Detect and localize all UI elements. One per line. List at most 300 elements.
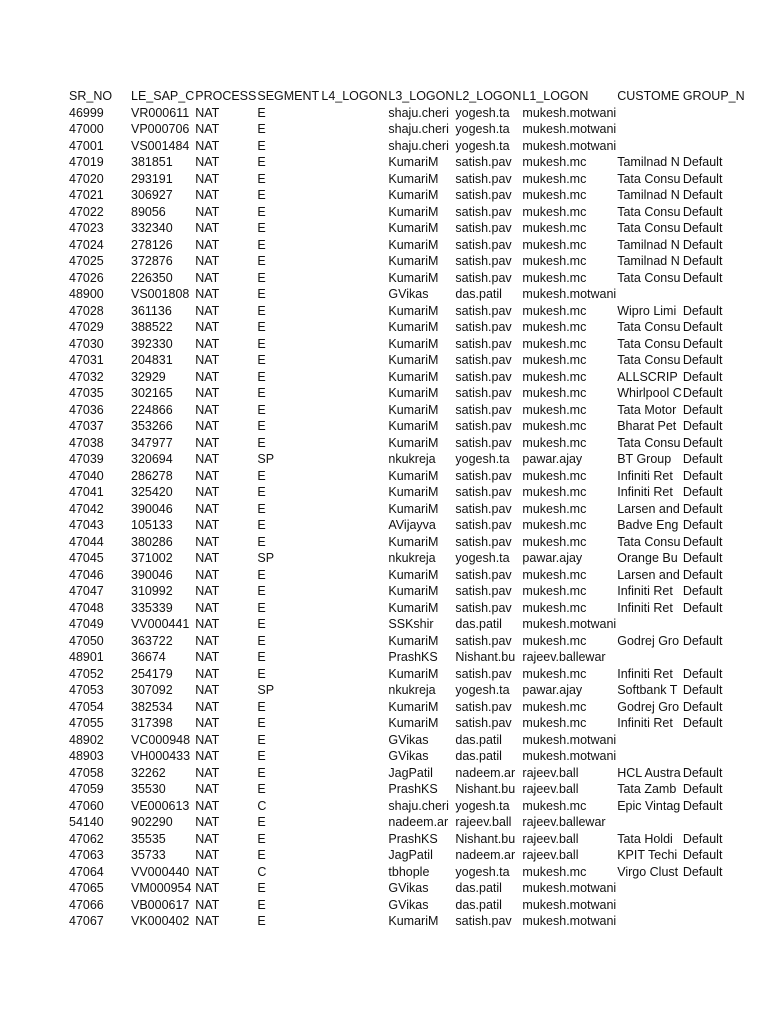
cell-customer: [616, 732, 682, 749]
cell-l1-logon: mukesh.motwani: [522, 881, 617, 895]
cell-l4-logon: [320, 798, 387, 815]
cell-sr-no: 47053: [69, 683, 104, 697]
table-row: [68, 451, 747, 468]
table-row: [68, 534, 747, 551]
cell-l1-logon: mukesh.motwani: [522, 105, 617, 120]
cell-l2-logon: satish.pav: [455, 699, 512, 714]
cell-l3-logon: KumariM: [388, 435, 439, 450]
cell-sr-no: 47064: [69, 864, 104, 879]
cell-l1-logon: mukesh.motwani: [522, 897, 617, 912]
cell-segment: E: [257, 254, 266, 268]
cell-l2-logon: satish.pav: [455, 320, 512, 334]
table-row: [68, 567, 747, 584]
cell-group-name: Default: [682, 485, 723, 499]
cell-customer: Whirlpool C: [617, 386, 682, 400]
header-l2-logon: L2_LOGON: [455, 89, 522, 103]
cell-sr-no: 48900: [69, 287, 104, 301]
header-sr-no: SR_NO: [69, 89, 113, 103]
cell-process: NAT: [195, 336, 220, 351]
cell-l1-logon: rajeev.ball: [522, 782, 579, 796]
cell-segment: E: [257, 584, 266, 598]
cell-sr-no: 47039: [69, 452, 104, 466]
cell-l2-logon: satish.pav: [455, 336, 512, 351]
cell-l4-logon: [320, 550, 387, 567]
cell-sr-no: 47036: [69, 402, 104, 417]
cell-customer: Virgo Clust: [617, 864, 679, 879]
cell-process: NAT: [195, 881, 220, 895]
cell-l2-logon: satish.pav: [455, 419, 512, 433]
cell-customer: [616, 748, 682, 765]
cell-le-sap-code: 380286: [131, 534, 173, 549]
cell-sr-no: 48902: [69, 732, 104, 747]
table-row: [68, 138, 747, 155]
cell-l2-logon: satish.pav: [455, 237, 512, 252]
table-row: [68, 418, 747, 435]
cell-segment: E: [257, 204, 266, 219]
table-row: [68, 781, 747, 798]
cell-le-sap-code: 307092: [131, 683, 173, 697]
cell-process: NAT: [195, 270, 220, 285]
cell-sr-no: 47047: [69, 584, 104, 598]
cell-group-name: Default: [682, 402, 723, 417]
cell-l1-logon: mukesh.motwani: [522, 287, 617, 301]
cell-le-sap-code: 335339: [131, 600, 173, 615]
cell-l3-logon: GVikas: [388, 287, 429, 301]
cell-l3-logon: KumariM: [388, 386, 439, 400]
table-row: [68, 286, 747, 303]
cell-le-sap-code: 390046: [131, 567, 173, 582]
cell-l2-logon: satish.pav: [455, 188, 512, 202]
table-row: [68, 253, 747, 270]
table-row: [68, 336, 747, 353]
cell-segment: E: [257, 848, 266, 862]
cell-le-sap-code: 381851: [131, 155, 173, 169]
cell-sr-no: 47000: [69, 122, 104, 136]
cell-l3-logon: KumariM: [388, 914, 439, 928]
cell-process: NAT: [195, 419, 220, 433]
cell-segment: SP: [257, 452, 275, 466]
cell-sr-no: 47050: [69, 633, 104, 648]
cell-group-name: Default: [682, 501, 723, 516]
cell-segment: E: [257, 534, 266, 549]
table-row: [68, 897, 747, 914]
table-row: [68, 583, 747, 600]
cell-l2-logon: satish.pav: [455, 534, 512, 549]
cell-l3-logon: KumariM: [388, 485, 439, 499]
cell-customer: Tata Zamb: [617, 782, 677, 796]
cell-segment: SP: [257, 683, 275, 697]
cell-l1-logon: mukesh.mc: [522, 501, 587, 516]
cell-le-sap-code: 317398: [131, 716, 173, 730]
cell-l3-logon: KumariM: [388, 303, 439, 318]
cell-process: NAT: [195, 567, 220, 582]
cell-l1-logon: mukesh.mc: [522, 336, 587, 351]
cell-customer: Tata Consu: [617, 336, 681, 351]
cell-l2-logon: rajeev.ball: [455, 815, 512, 829]
cell-sr-no: 47054: [69, 699, 104, 714]
cell-group-name: Default: [682, 452, 723, 466]
cell-l4-logon: [320, 880, 387, 897]
cell-l2-logon: satish.pav: [455, 155, 512, 169]
cell-l1-logon: rajeev.ballewar: [522, 650, 606, 664]
cell-l1-logon: mukesh.mc: [522, 270, 587, 285]
cell-l1-logon: mukesh.mc: [522, 254, 587, 268]
cell-segment: E: [257, 749, 266, 763]
cell-l1-logon: mukesh.mc: [522, 386, 587, 400]
cell-le-sap-code: 105133: [131, 518, 173, 532]
cell-l4-logon: [320, 121, 387, 138]
cell-l4-logon: [320, 319, 387, 336]
cell-process: NAT: [195, 402, 220, 417]
cell-l4-logon: [320, 897, 387, 914]
cell-segment: E: [257, 435, 266, 450]
cell-group-name: [682, 105, 747, 122]
cell-group-name: Default: [682, 600, 723, 615]
cell-customer: Bharat Pet: [617, 419, 677, 433]
cell-le-sap-code: 226350: [131, 270, 173, 285]
cell-l2-logon: yogesh.ta: [455, 551, 510, 565]
table-row: [68, 352, 747, 369]
cell-sr-no: 47029: [69, 320, 104, 334]
cell-customer: Infiniti Ret: [617, 584, 673, 598]
cell-process: NAT: [195, 485, 220, 499]
cell-le-sap-code: 35535: [131, 831, 166, 846]
cell-process: NAT: [195, 716, 220, 730]
table-row: [68, 517, 747, 534]
cell-l4-logon: [320, 220, 387, 237]
cell-sr-no: 47045: [69, 551, 104, 565]
cell-customer: KPIT Techi: [617, 848, 678, 862]
table-row: [68, 468, 747, 485]
cell-l3-logon: nkukreja: [388, 683, 436, 697]
cell-sr-no: 47025: [69, 254, 104, 268]
cell-l1-logon: rajeev.ball: [522, 765, 579, 780]
cell-le-sap-code: 332340: [131, 221, 173, 235]
cell-l1-logon: mukesh.mc: [522, 534, 587, 549]
table-row: [68, 765, 747, 782]
cell-process: NAT: [195, 584, 220, 598]
table-row: [68, 831, 747, 848]
cell-group-name: Default: [682, 320, 723, 334]
cell-le-sap-code: 353266: [131, 419, 173, 433]
cell-customer: Tamilnad N: [617, 254, 680, 268]
cell-l3-logon: GVikas: [388, 732, 429, 747]
cell-process: NAT: [195, 204, 220, 219]
header-l1-logon: L1_LOGON: [522, 89, 589, 103]
cell-process: NAT: [195, 749, 220, 763]
cell-sr-no: 47065: [69, 881, 104, 895]
cell-group-name: Default: [682, 188, 723, 202]
cell-customer: Badve Eng: [617, 518, 679, 532]
cell-group-name: Default: [682, 369, 723, 384]
cell-process: NAT: [195, 122, 220, 136]
cell-le-sap-code: 204831: [131, 353, 173, 367]
cell-l3-logon: PrashKS: [388, 650, 438, 664]
cell-customer: Softbank T: [617, 683, 678, 697]
cell-group-name: Default: [682, 782, 723, 796]
cell-sr-no: 47028: [69, 303, 104, 318]
cell-l2-logon: yogesh.ta: [455, 122, 510, 136]
cell-sr-no: 47046: [69, 567, 104, 582]
cell-segment: E: [257, 716, 266, 730]
cell-process: NAT: [195, 221, 220, 235]
cell-l1-logon: pawar.ajay: [522, 551, 583, 565]
cell-group-name: [682, 913, 747, 930]
cell-segment: E: [257, 518, 266, 532]
cell-l3-logon: shaju.cheri: [388, 122, 449, 136]
cell-process: NAT: [195, 468, 220, 483]
cell-l2-logon: yogesh.ta: [455, 683, 510, 697]
cell-l4-logon: [320, 369, 387, 386]
cell-segment: E: [257, 287, 266, 301]
cell-group-name: Default: [682, 155, 723, 169]
cell-process: NAT: [195, 897, 220, 912]
cell-l3-logon: KumariM: [388, 320, 439, 334]
cell-le-sap-code: 254179: [131, 666, 173, 681]
cell-customer: Tata Consu: [617, 353, 681, 367]
cell-segment: E: [257, 914, 266, 928]
cell-customer: Wipro Limi: [617, 303, 677, 318]
cell-le-sap-code: VC000948: [131, 732, 191, 747]
cell-group-name: Default: [682, 419, 723, 433]
cell-le-sap-code: 32262: [131, 765, 166, 780]
cell-l4-logon: [320, 105, 387, 122]
cell-sr-no: 47043: [69, 518, 104, 532]
cell-l2-logon: satish.pav: [455, 485, 512, 499]
cell-l4-logon: [320, 336, 387, 353]
cell-group-name: [682, 121, 747, 138]
cell-l2-logon: yogesh.ta: [455, 864, 510, 879]
cell-process: NAT: [195, 138, 220, 153]
cell-l2-logon: satish.pav: [455, 633, 512, 648]
cell-l3-logon: KumariM: [388, 336, 439, 351]
cell-process: NAT: [195, 237, 220, 252]
cell-group-name: Default: [682, 468, 723, 483]
cell-l1-logon: mukesh.mc: [522, 320, 587, 334]
cell-customer: [616, 121, 682, 138]
cell-process: NAT: [195, 353, 220, 367]
cell-segment: E: [257, 650, 266, 664]
cell-le-sap-code: 224866: [131, 402, 173, 417]
table-row: [68, 220, 747, 237]
cell-process: NAT: [195, 452, 220, 466]
cell-l1-logon: mukesh.mc: [522, 419, 587, 433]
cell-customer: HCL Austra: [617, 765, 681, 780]
cell-l4-logon: [320, 237, 387, 254]
cell-le-sap-code: 32929: [131, 369, 166, 384]
table-row: [68, 666, 747, 683]
cell-process: NAT: [195, 600, 220, 615]
data-table: [68, 88, 747, 930]
cell-segment: E: [257, 831, 266, 846]
cell-l3-logon: tbhople: [388, 864, 430, 879]
cell-l3-logon: nadeem.ar: [388, 815, 449, 829]
table-row: [68, 600, 747, 617]
cell-process: NAT: [195, 534, 220, 549]
cell-l1-logon: mukesh.mc: [522, 369, 587, 384]
table-row: [68, 270, 747, 287]
cell-l3-logon: SSKshir: [388, 617, 434, 631]
cell-segment: E: [257, 419, 266, 433]
cell-group-name: Default: [682, 633, 723, 648]
header-process: PROCESS: [195, 89, 257, 103]
cell-group-name: Default: [682, 534, 723, 549]
table-row: [68, 616, 747, 633]
cell-sr-no: 47066: [69, 897, 104, 912]
cell-l3-logon: KumariM: [388, 600, 439, 615]
cell-l1-logon: mukesh.mc: [522, 567, 587, 582]
cell-sr-no: 47067: [69, 914, 104, 928]
cell-l4-logon: [320, 831, 387, 848]
table-row: [68, 402, 747, 419]
cell-process: NAT: [195, 551, 220, 565]
cell-l3-logon: shaju.cheri: [388, 138, 449, 153]
cell-process: NAT: [195, 435, 220, 450]
cell-sr-no: 48901: [69, 650, 104, 664]
cell-le-sap-code: VR000611: [131, 105, 190, 120]
cell-sr-no: 47038: [69, 435, 104, 450]
cell-customer: Tamilnad N: [617, 155, 680, 169]
table-row: [68, 913, 747, 930]
cell-sr-no: 47022: [69, 204, 104, 219]
cell-segment: C: [257, 798, 267, 813]
cell-l2-logon: Nishant.bu: [455, 650, 516, 664]
cell-l1-logon: mukesh.mc: [522, 303, 587, 318]
table-row: [68, 319, 747, 336]
table-row: [68, 154, 747, 171]
cell-l2-logon: das.patil: [455, 287, 502, 301]
cell-l4-logon: [320, 517, 387, 534]
cell-customer: [616, 138, 682, 155]
cell-l4-logon: [320, 187, 387, 204]
cell-l2-logon: satish.pav: [455, 600, 512, 615]
cell-l3-logon: KumariM: [388, 501, 439, 516]
cell-l4-logon: [320, 385, 387, 402]
cell-l4-logon: [320, 814, 387, 831]
cell-l3-logon: KumariM: [388, 221, 439, 235]
cell-l2-logon: nadeem.ar: [455, 765, 516, 780]
cell-l2-logon: Nishant.bu: [455, 782, 516, 796]
cell-customer: Larsen and: [617, 567, 680, 582]
cell-l3-logon: nkukreja: [388, 452, 436, 466]
cell-segment: E: [257, 897, 266, 912]
cell-segment: E: [257, 237, 266, 252]
cell-le-sap-code: VH000433: [131, 749, 191, 763]
cell-l2-logon: satish.pav: [455, 254, 512, 268]
cell-l4-logon: [320, 418, 387, 435]
cell-l3-logon: JagPatil: [388, 848, 433, 862]
cell-sr-no: 47058: [69, 765, 104, 780]
cell-le-sap-code: 293191: [131, 171, 173, 186]
cell-l3-logon: KumariM: [388, 369, 439, 384]
cell-sr-no: 46999: [69, 105, 104, 120]
table-row: [68, 501, 747, 518]
cell-customer: Infiniti Ret: [617, 666, 673, 681]
cell-l4-logon: [320, 402, 387, 419]
cell-customer: [616, 897, 682, 914]
cell-le-sap-code: 320694: [131, 452, 173, 466]
cell-l4-logon: [320, 732, 387, 749]
cell-l2-logon: satish.pav: [455, 402, 512, 417]
cell-customer: Tamilnad N: [617, 237, 680, 252]
cell-l4-logon: [320, 649, 387, 666]
cell-l2-logon: satish.pav: [455, 468, 512, 483]
cell-l4-logon: [320, 270, 387, 287]
cell-l3-logon: PrashKS: [388, 782, 438, 796]
cell-l1-logon: rajeev.ballewar: [522, 815, 606, 829]
cell-group-name: Default: [682, 386, 723, 400]
cell-l1-logon: pawar.ajay: [522, 683, 583, 697]
cell-group-name: Default: [682, 518, 723, 532]
cell-le-sap-code: VS001808: [131, 287, 190, 301]
cell-customer: Infiniti Ret: [617, 468, 673, 483]
cell-l2-logon: satish.pav: [455, 270, 512, 285]
cell-sr-no: 47062: [69, 831, 104, 846]
cell-l3-logon: KumariM: [388, 633, 439, 648]
cell-l3-logon: KumariM: [388, 270, 439, 285]
cell-l2-logon: satish.pav: [455, 369, 512, 384]
spreadsheet: [68, 88, 747, 930]
cell-l3-logon: PrashKS: [388, 831, 438, 846]
cell-le-sap-code: 35733: [131, 848, 166, 862]
cell-le-sap-code: VE000613: [131, 798, 190, 813]
cell-l3-logon: GVikas: [388, 897, 429, 912]
cell-group-name: [682, 649, 747, 666]
cell-sr-no: 47026: [69, 270, 104, 285]
cell-le-sap-code: VK000402: [131, 914, 190, 928]
cell-segment: E: [257, 666, 266, 681]
cell-l1-logon: rajeev.ball: [522, 848, 579, 862]
cell-l3-logon: KumariM: [388, 666, 439, 681]
cell-l2-logon: satish.pav: [455, 501, 512, 516]
cell-segment: E: [257, 105, 266, 120]
cell-l4-logon: [320, 748, 387, 765]
cell-segment: E: [257, 617, 266, 631]
cell-customer: Tata Consu: [617, 534, 681, 549]
cell-segment: E: [257, 402, 266, 417]
cell-l1-logon: mukesh.mc: [522, 188, 587, 202]
cell-process: NAT: [195, 831, 220, 846]
table-row: [68, 682, 747, 699]
table-row: [68, 880, 747, 897]
cell-l3-logon: KumariM: [388, 567, 439, 582]
cell-sr-no: 47049: [69, 617, 104, 631]
cell-group-name: [682, 748, 747, 765]
cell-group-name: Default: [682, 765, 723, 780]
cell-l1-logon: mukesh.mc: [522, 221, 587, 235]
cell-l4-logon: [320, 864, 387, 881]
table-row: [68, 732, 747, 749]
cell-group-name: Default: [682, 270, 723, 285]
cell-l3-logon: KumariM: [388, 699, 439, 714]
cell-l3-logon: GVikas: [388, 881, 429, 895]
cell-process: NAT: [195, 617, 220, 631]
cell-le-sap-code: 388522: [131, 320, 173, 334]
cell-l2-logon: satish.pav: [455, 353, 512, 367]
table-row: [68, 303, 747, 320]
cell-l2-logon: satish.pav: [455, 303, 512, 318]
cell-customer: [616, 880, 682, 897]
cell-customer: Godrej Gro: [617, 633, 680, 648]
cell-l1-logon: mukesh.mc: [522, 699, 587, 714]
cell-l1-logon: mukesh.motwani: [522, 914, 617, 928]
cell-group-name: [682, 286, 747, 303]
cell-le-sap-code: 36674: [131, 650, 166, 664]
cell-l3-logon: shaju.cheri: [388, 105, 449, 120]
cell-l2-logon: das.patil: [455, 749, 502, 763]
table-row: [68, 798, 747, 815]
table-row: [68, 847, 747, 864]
